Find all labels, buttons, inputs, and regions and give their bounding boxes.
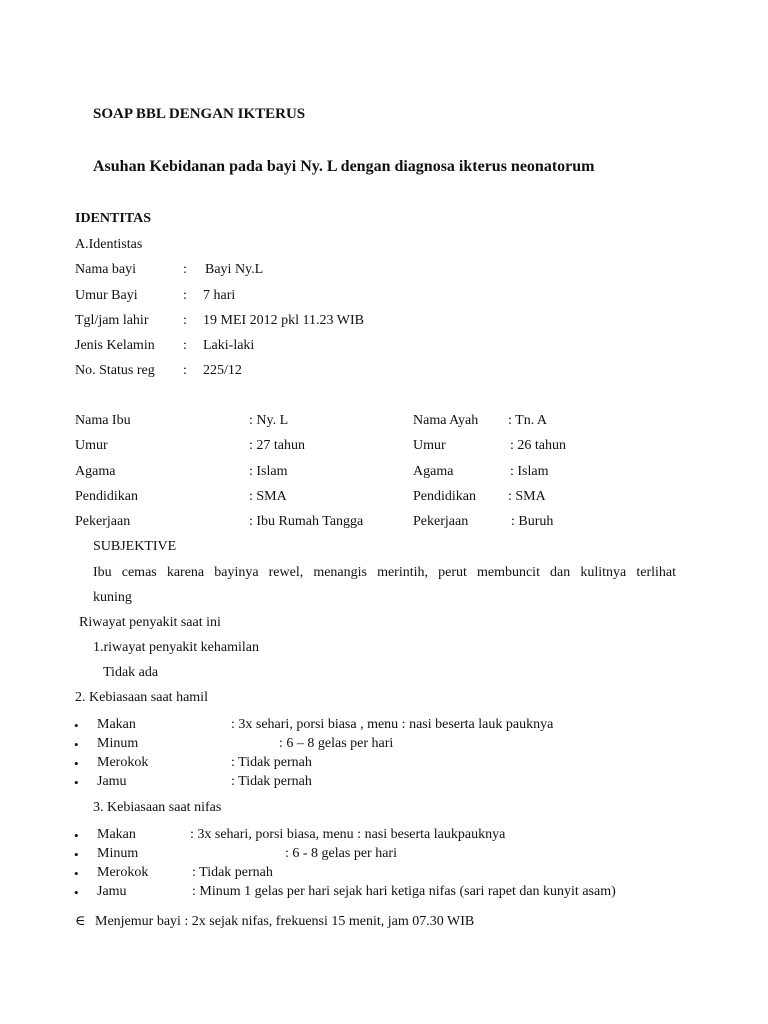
bullet-icon: • [74,828,79,843]
list-item-value: : 3x sehari, porsi biasa , menu : nasi beserta lauk pauknya [231,717,554,732]
list-item-value: : Tidak pernah [192,865,273,880]
list-item-label: Jamu [97,774,127,789]
list-item-value: : Tidak pernah [231,755,312,770]
ibu-label: Agama [75,464,116,479]
ibu-label: Umur [75,438,108,453]
bullet-icon: • [74,775,79,790]
field-label: Umur Bayi [75,288,138,303]
list-item-label: Merokok [97,755,149,770]
ayah-label: Pekerjaan [413,514,469,529]
field-separator: : [183,288,187,303]
identitas-heading: IDENTITAS [75,211,151,226]
field-label: No. Status reg [75,363,155,378]
document-title: SOAP BBL DENGAN IKTERUS [93,106,306,122]
list-item-label: Minum [97,846,139,861]
field-value: Bayi Ny.L [205,262,264,277]
riwayat-heading: Riwayat penyakit saat ini [79,615,221,630]
ayah-label: Pendidikan [413,489,476,504]
ayah-value: : Tn. A [508,413,548,428]
ayah-label: Agama [413,464,454,479]
field-separator: : [183,313,187,328]
list-item-label: Merokok [97,865,149,880]
list-item-label: Minum [97,736,139,751]
ayah-value: : 26 tahun [510,438,566,453]
identitas-subheading: A.Identistas [75,237,143,252]
list-item-value: : 6 - 8 gelas per hari [285,846,397,861]
field-label: Nama bayi [75,262,137,277]
list-item-label: Makan [97,827,136,842]
list-item-label: Makan [97,717,136,732]
subjektive-text-line: kuning [93,590,132,605]
ibu-value: : Ny. L [249,413,289,428]
riwayat-item-value: Tidak ada [103,665,159,680]
list-item-value: : Minum 1 gelas per hari sejak hari ketiga nifas (sari rapet dan kunyit asam) [192,884,616,899]
ibu-label: Nama Ibu [75,413,131,428]
subjektive-heading: SUBJEKTIVE [93,539,177,554]
ibu-value: : 27 tahun [249,438,305,453]
bullet-icon: • [74,756,79,771]
list-item-label: Jamu [97,884,127,899]
field-separator: : [183,338,187,353]
bullet-icon: • [74,866,79,881]
list-item-value: : 6 – 8 gelas per hari [279,736,394,751]
ayah-value: : SMA [508,489,546,504]
list-item-value: : 3x sehari, porsi biasa, menu : nasi beserta laukpauknya [190,827,506,842]
field-label: Jenis Kelamin [75,338,155,353]
ibu-label: Pekerjaan [75,514,131,529]
field-value: Laki-laki [203,338,255,353]
ibu-value: : Islam [249,464,288,479]
bullet-icon: • [74,847,79,862]
ibu-value: : Ibu Rumah Tangga [249,514,364,529]
riwayat-item: 2. Kebiasaan saat hamil [75,690,208,705]
menjemur-text: Menjemur bayi : 2x sejak nifas, frekuensi 15 menit, jam 07.30 WIB [95,914,475,929]
document-subtitle: Asuhan Kebidanan pada bayi Ny. L dengan diagnosa ikterus neonatorum [93,158,595,175]
bullet-icon: • [74,885,79,900]
bullet-icon: • [74,737,79,752]
field-label: Tgl/jam lahir [75,313,149,328]
field-value: 19 MEI 2012 pkl 11.23 WIB [203,313,364,328]
list-item-value: : Tidak pernah [231,774,312,789]
field-separator: : [183,262,187,277]
ayah-label: Umur [413,438,446,453]
ibu-label: Pendidikan [75,489,138,504]
riwayat-item: 1.riwayat penyakit kehamilan [93,640,259,655]
field-value: 225/12 [203,363,242,378]
ibu-value: : SMA [249,489,287,504]
ayah-value: : Buruh [511,514,554,529]
element-of-icon: ∈ [75,914,86,929]
ayah-label: Nama Ayah [413,413,479,428]
subjektive-text-line: Ibu cemas karena bayinya rewel, menangis merintih, perut membuncit dan kulitnya terlihat [93,565,676,580]
field-value: 7 hari [203,288,236,303]
field-separator: : [183,363,187,378]
bullet-icon: • [74,718,79,733]
ayah-value: : Islam [510,464,549,479]
nifas-heading: 3. Kebiasaan saat nifas [93,800,222,815]
